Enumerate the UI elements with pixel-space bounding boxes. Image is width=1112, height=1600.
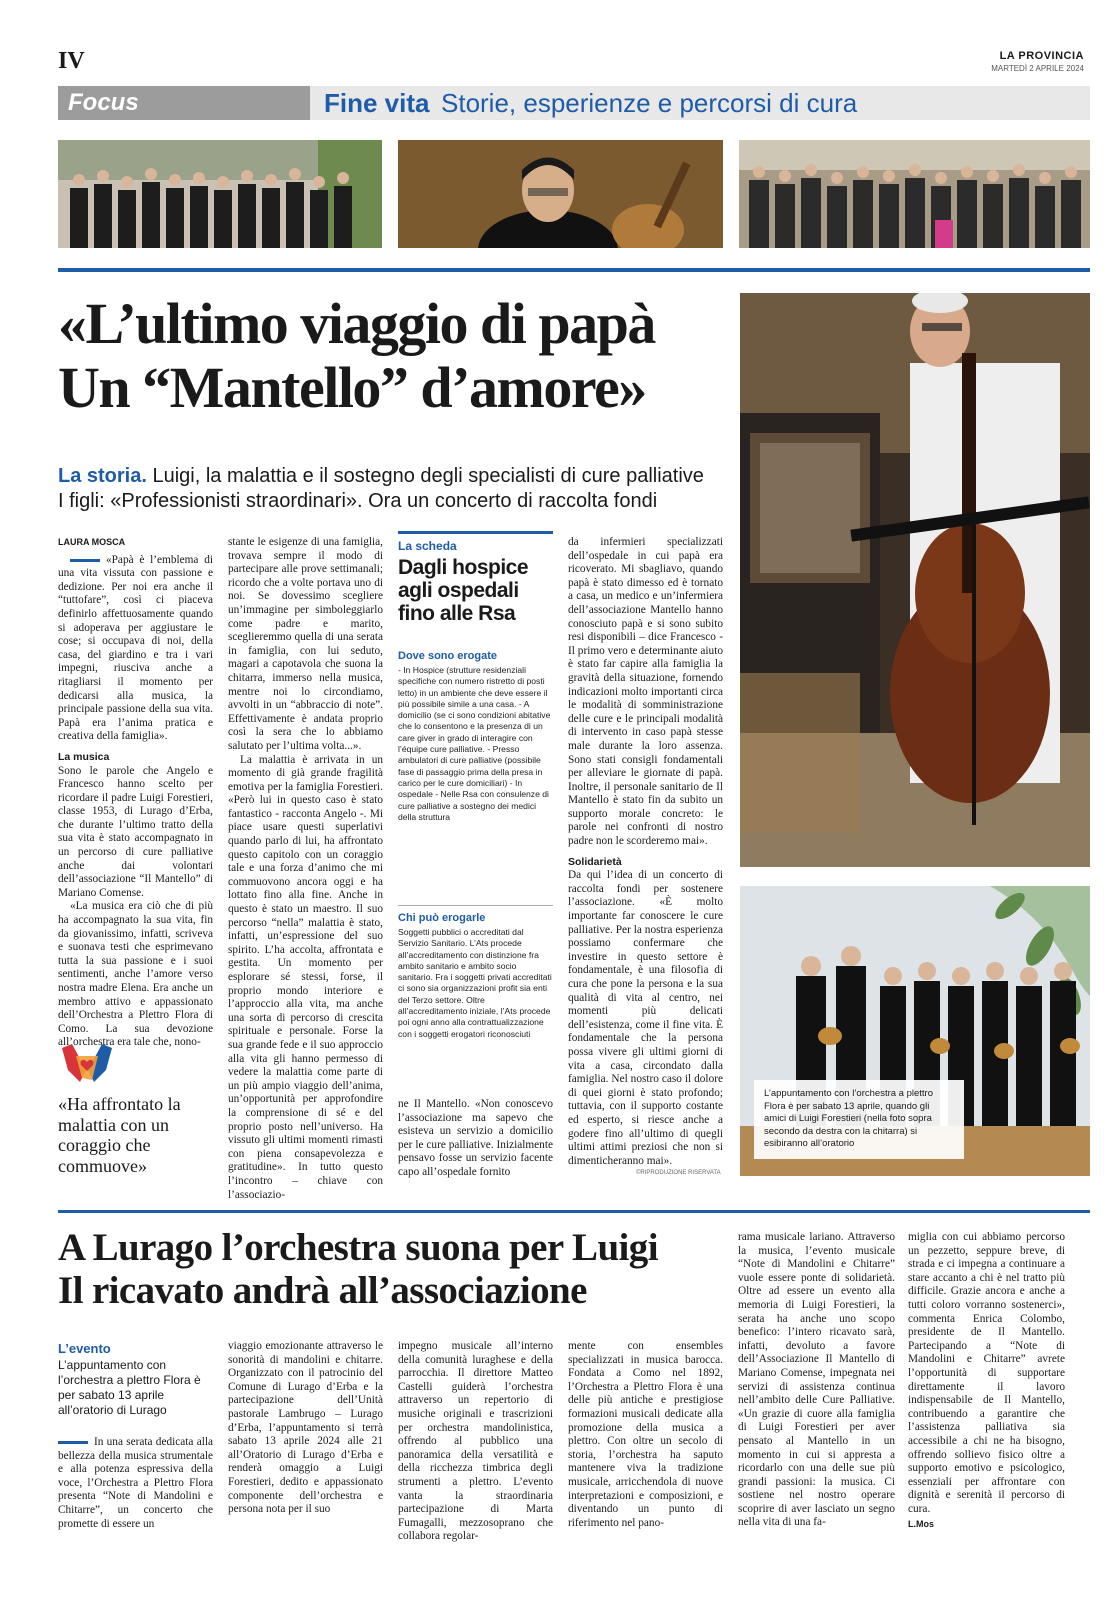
hands-logo [58,1040,116,1090]
a2-col6: miglia con cui abbiamo percorso un pezzetto, seppure breve, di strada e ci impegna a continuare a stare accanto a chi è nel tratto più difficile. Grazie ancora e anche a tutti coloro vorranno sostenerci», commenta Enrica Colombo, presidente de Il Mantello. Partecipando a “Note di Mandolini e Chitarre” avrete l’opportunità di supportare direttamente il lavoro indispensabile de Il Mantello, contribuendo a garantire che l’assistenza palliativa sia accessibile a chi ne ha bisogno, offrendo sollievo fisico oltre a supporto emotivo e psicologico, essenziali per affrontare con dignità e serenità il percorso di cura. [908,1231,1065,1515]
main-headline [58,292,738,420]
dek-line1: Luigi, la malattia e il sostegno degli specialisti di cure palliative [152,465,704,487]
publication-name: LA PROVINCIA [999,50,1084,62]
h2-line1: A Lurago l’orchestra suona per Luigi [58,1226,658,1269]
col2-p2: La malattia è arrivata in un momento di già grande fragilità emotiva per la famiglia Forestieri. «Però lui in questo caso è stato fantastico - racconta Angelo -. Mi piace usare questi superlativi quando parlo di lui, ha affrontato questo capitolo con un coraggio tale e una forza d’animo che mi commuovono ancora oggi e ha lottato fino alla fine. Anche in questo è stato un maestro. Il suo percorso “nella” malattia è stato, infatti, un’espressione del suo spirito. L’ha accolta, affrontata e gestita. Un momento per esplorare sé stessi, forse, il proprio mondo interiore e l’approccio alla vita, ma anche una sorta di percorso di crescita spirituale e personale. Forse la sua grande fede e il suo approccio alla vita gli hanno permesso di vedere la malattia come parte di un più ampio viaggio dell’anima, un’opportunità per approfondire la comprensione di sé e del proprio posto nell’universo. Ha vissuto gli ultimi momenti rimasti con piena consapevolezza e gratitudine». In tutto questo l’incontro – chiave con l’associazio- [228,753,383,1201]
pull-quote: «Ha affrontato la malattia con un coraggio che commuove» [58,1094,181,1176]
blue-bar-2 [58,1441,88,1444]
h2-line2: Il ricavato andrà all’associazione [58,1269,587,1312]
scheda-divider [398,905,553,906]
publication-date: MARTEDÌ 2 APRILE 2024 [991,64,1084,73]
col1-p3: «La musica era ciò che di più ha accompagnato la sua vita, fin da giovanissimo, infatti, scriveva e suonava testi che esprimevano tutta la sua passione e i suoi sentimenti, anche l’amore verso nostra madre Elena. Era anche un membro attivo e appassionato dell’Orchestra a Plettro Flora di Como. La sua devozione all’orchestra era tale che, nono- [58,900,213,1049]
top-rule [58,268,1090,272]
scheda-where-text: - In Hospice (strutture residenziali specifiche con numero ristretto di posti letto) in un ambiente che deve essere il più possibile simile a una casa. - A domicilio (se ci sono condizioni abitative che lo consentono e la presenza di un care giver in grado di interagire con l’équipe cure palliative. - Presso ambulatori di cure palliative (possibile fase di passaggio prima della presa in carico per le cure domiciliari) - In ospedale - Nelle Rsa con consulenze di cure palliative a sostegno dei medici della struttura [398,665,551,822]
headline-line1: «L’ultimo viaggio di papà [58,291,655,356]
article1-col3-tail [398,1098,553,1180]
byline: LAURA MOSCA [58,537,126,547]
a2-col5: rama musicale lariano. Attraverso la musica, l’evento musicale “Note di Mandolini e Chitarre” vuole essere ponte di solidarietà. Oltre ad essere un evento alla memoria di Luigi Forestieri, la serata ha anche uno scopo benefico: l’intero ricavato sarà, infatti, devoluto a favore dell’Associazione Il Mantello di Mariano Comense, impegnata nei servizi di assistenza continua nell’ambito delle Cure Palliative. «Un grazie di cuore alla famiglia di Luigi Forestieri per aver pensato al Mantello in un momento in cui si appresta a ricordarlo con una delle sue più grandi passioni: la musica. Ci sostiene nel nostro operare scoprire di aver lasciato un segno nella vita di una fa- [738,1231,895,1529]
article2-col4 [568,1340,723,1530]
scheda-kicker: La scheda [398,539,457,553]
article1-col1 [58,536,213,1050]
article1-col2 [228,536,383,1202]
photo-group-hall [739,140,1090,248]
subhead-solidarieta: Solidarietà [568,855,622,868]
section-subtitle: Storie, esperienze e percorsi di cura [441,88,858,118]
photo-double-bass-player [740,293,1090,867]
section-title: Fine vita [324,88,430,118]
blue-bar [70,559,100,562]
col4-p1: da infermieri specializzati dell’ospedale in cui papà era ricoverato. Mi sbagliavo, quando papà è stato dimesso ed è tornato a casa, un medico e un’infermiera dell’associazione Mantello hanno conosciuto papà e si sono subito resi disponibili – dice Francesco - Il primo vero e determinante aiuto è stato far capire alla famiglia la gravità della situazione, fornendo indicazioni molto importanti circa le modalità di somministrazione delle cure e le principali modalità di intervento in caso papà stesse male durante la loro assenza. Sono stati consigli fondamentali per alleviare le giornate di papà. Inoltre, il personale sanitario de Il Mantello è stato fin da subito un supporto morale concreto: le parole nei confronti di nostro padre non le scorderemo mai». [568,536,723,848]
col4-p2: Da qui l’idea di un concerto di raccolta fondi per sostenere l’associazione. «È molto importante far conoscere le cure palliative. Per la nostra esperienza possiamo confermare che investire in questo settore è fondamentale, è una filosofia di cura che pone la persona e la sua qualità di vita al centro, nei momenti più delicati dell’esistenza, come il fine vita. È fondamentale che la persona possa vivere gli ultimi giorni di vita a casa, circondato dalla famiglia. Nel nostro caso il dolore di quei giorni è stato profondo; tuttavia, con il supporto costante ed esperto, si riesce anche a godere fino all’ultimo di quegli ultimi attimi preziosi che non si dimenticheranno mai». [568,869,723,1167]
scheda-where-head: Dove sono erogate [398,650,498,662]
a2-col2: viaggio emozionante attraverso le sonorità di mandolini e chitarre. Organizzato con il patrocinio del Comune di Lurago d’Erba e la partecipazione dell’Unità pastorale Lambrugo – Lurago d’Erba, l’appuntamento si terrà sabato 13 aprile 2024 alle 21 all’Oratorio di Lurago d’Erba e renderà omaggio a Luigi Forestieri, dedito e appassionato componente dell’orchestra e persona nota per il suo [228,1340,383,1516]
dek-kicker: La storia. [58,465,147,487]
scheda-who-text: Soggetti pubblici o accreditati dal Servizio Sanitario. L’Ats procede all’accreditamento con distinzione fra ambito sanitario e ambito socio sanitario. Fra i soggetti privati accreditati ci sono sia organizzazioni profit sia enti del Terzo settore. Oltre all’accreditamento iniziale, l’Ats procede poi ogni anno alla contrattualizzazione con i soggetti erogatori riconosciuti [398,927,552,1039]
col1-p1: «Papà è l’emblema di una vita vissuta con passione e dedizione. Per noi era anche il “tuttofare”, così ci piaceva definirlo affettuosamente quando si adoperava per aggiustare le cose; si occupava di noi, della casa, del giardino e tra i vari impegni, riusciva anche a ritagliarsi il momento per dedicarsi alla musica, la principale passione della sua vita. Papà era l’anima pratica e creativa della famiglia». [58,553,213,743]
article2-col1 [58,1436,213,1531]
col2-p1: stante le esigenze di una famiglia, trovava sempre il modo di partecipare alle prove settimanali; ricordo che a volte portava uno di noi. Se dovessimo scegliere un’immagine per simboleggiarlo come padre e marito, sceglieremmo quella di una serata in famiglia, con lui seduto, magari a capotavola che suona la chitarra, immerso nella musica, mentre noi lo circondiamo, avvolti in un “abbraccio di note”. Effettivamente è andata proprio così la sera che lo abbiamo salutato per l’ultima volta...». [228,536,383,752]
page-number: IV [58,48,85,74]
col3-tail: ne Il Mantello. «Non conoscevo l’associazione ma sapevo che esisteva un servizio a domicilio per le cure palliative. Inizialmente pensavo fosse un servizio facente capo all’ospedale fornito [398,1098,553,1178]
photo-guitarist [398,140,723,248]
scheda-section-where [398,650,553,823]
headline-line2: Un “Mantello” d’amore» [58,355,646,420]
article2-col5 [738,1231,895,1530]
subhead-la-musica: La musica [58,750,110,763]
photo-caption: L’appuntamento con l’orchestra a plettro Flora è per sabato 13 aprile, quando gli amici di Luigi Forestieri (nella foto sopra secondo da destra con la chitarra) si esibiranno all’oratorio [754,1080,964,1159]
article1-col4 [568,536,723,1168]
section-rule [58,1210,1090,1213]
a2-col1: In una serata dedicata alla bellezza della musica strumentale e alla potenza espressiva della voce, l’Orchestra a Plettro Flora presenta “Note di Mandolini e Chitarre”, un concerto che promette di essere un [58,1436,213,1530]
dek [58,464,738,514]
section-label: Focus [68,89,139,116]
scheda-title: Dagli hospice agli ospedali fino alle Rsa [398,556,529,625]
article2-col6 [908,1231,1065,1532]
evento-kicker: L’evento [58,1341,111,1356]
a2-col4: mente con ensembles specializzati in musica barocca. Fondata a Como nel 1892, l’Orchestra a Plettro Flora è una delle più antiche e prestigiose formazioni musicali dedicate alla promozione della musica a plettro. Con oltre un secolo di storia, l’orchestra ha saputo mantenere viva la tradizione musicale, arricchendola di nuove interpretazioni e composizioni, e diventando un punto di riferimento nel pano- [568,1340,723,1529]
article2-col2 [228,1340,383,1517]
scheda-section-who [398,912,553,1040]
dek-line2: I figli: «Professionisti straordinari». Ora un concerto di raccolta fondi [58,490,658,512]
evento-summary: L’appuntamento con l’orchestra a plettro Flora è per sabato 13 aprile all’oratorio di Lurago [58,1358,201,1417]
scheda-who-head: Chi può erogarle [398,912,486,924]
photo-orchestra-outdoor [58,140,382,248]
article2-col3 [398,1340,553,1544]
col1-p2: Sono le parole che Angelo e Francesco hanno scelto per ricordare il padre Luigi Forestieri, classe 1953, di Lurago d’Erba, che durante l’ultimo tratto della sua vita è stato accompagnato in un percorso di cure palliative anche dai volontari dell’associazione “Il Mantello” di Mariano Comense. [58,764,213,899]
scheda-rule [398,531,553,534]
signature: L.Mos [908,1519,934,1530]
second-headline [58,1226,738,1312]
copyright-note: ©RIPRODUZIONE RISERVATA [636,1170,721,1176]
a2-col3: impegno musicale all’interno della comunità luraghese e della parrocchia. Il direttore Matteo Castelli guiderà l’orchestra attraverso un repertorio di musiche originali e trascrizioni per orchestra mandolinistica, offrendo al pubblico una panoramica della versatilità e della ricchezza timbrica degli strumenti a plettro. L’evento vanta la straordinaria partecipazione di Marta Fumagalli, mezzosoprano che collabora regolar- [398,1340,553,1543]
